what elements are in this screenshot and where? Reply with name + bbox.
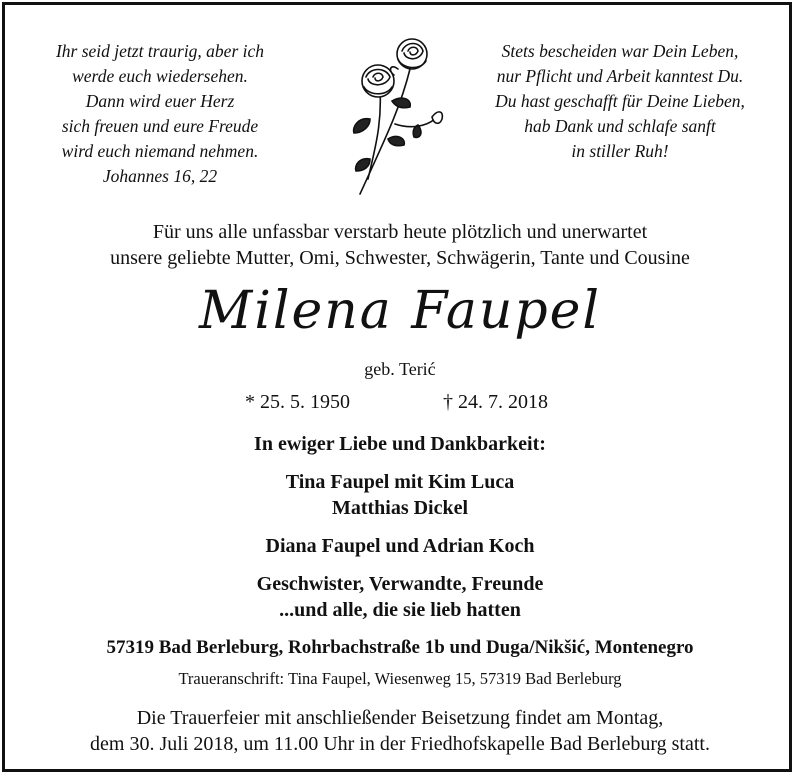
quote-line: nur Pflicht und Arbeit kanntest Du.: [496, 66, 744, 86]
quote-line: Stets bescheiden war Dein Leben,: [501, 41, 739, 61]
quote-line: sich freuen und eure Freude: [61, 116, 259, 136]
mourners-heading: In ewiger Liebe und Dankbarkeit:: [254, 433, 546, 455]
maiden-name: geb. Terić: [364, 359, 436, 379]
bible-quote: [15, 39, 305, 189]
obituary-notice: [2, 2, 792, 772]
family-address: 57319 Bad Berleburg, Rohrbachstraße 1b und Duga/Nikšić, Montenegro: [106, 637, 694, 658]
quote-line: wird euch niemand nehmen.: [61, 141, 259, 161]
quote-line: Ihr seid jetzt traurig, aber ich: [55, 41, 265, 61]
quote-line: werde euch wiedersehen.: [72, 66, 248, 86]
rose-icon: [340, 29, 450, 199]
quote-line: in stiller Ruh!: [571, 141, 669, 161]
death-date: † 24. 7. 2018: [443, 391, 548, 413]
quote-source: Johannes 16, 22: [102, 166, 218, 186]
mourner-line: Matthias Dickel: [331, 497, 469, 519]
mourner-line: Diana Faupel und Adrian Koch: [265, 535, 535, 557]
mourner-line: Tina Faupel mit Kim Luca: [285, 471, 515, 493]
mailing-address: Traueranschrift: Tina Faupel, Wiesenweg 15, 57319 Bad Berleburg: [178, 669, 622, 688]
mourner-line: ...und alle, die sie lieb hatten: [279, 599, 521, 621]
quote-line: Dann wird euer Herz: [85, 91, 235, 111]
ceremony-line: Die Trauerfeier mit anschließender Beisetzung findet am Montag,: [136, 707, 664, 729]
mourner-line: Geschwister, Verwandte, Freunde: [256, 573, 544, 595]
mourner-group-2: [5, 533, 795, 559]
birth-date: * 25. 5. 1950: [245, 391, 350, 413]
quote-line: Du hast geschafft für Deine Lieben,: [495, 91, 745, 111]
deceased-name: Milena Faupel: [198, 281, 602, 341]
intro-line: Für uns alle unfassbar verstarb heute plötzlich und unerwartet: [152, 221, 648, 243]
intro-text: [5, 219, 795, 271]
ceremony-line: dem 30. Juli 2018, um 11.00 Uhr in der Friedhofskapelle Bad Berleburg statt.: [90, 733, 710, 755]
funeral-details: [5, 705, 795, 757]
mourner-group-1: [5, 469, 795, 521]
mourner-group-3: [5, 571, 795, 623]
poem-quote: [475, 39, 765, 164]
intro-line: unsere geliebte Mutter, Omi, Schwester, Schwägerin, Tante und Cousine: [110, 247, 690, 269]
quote-line: hab Dank und schlafe sanft: [524, 116, 716, 136]
